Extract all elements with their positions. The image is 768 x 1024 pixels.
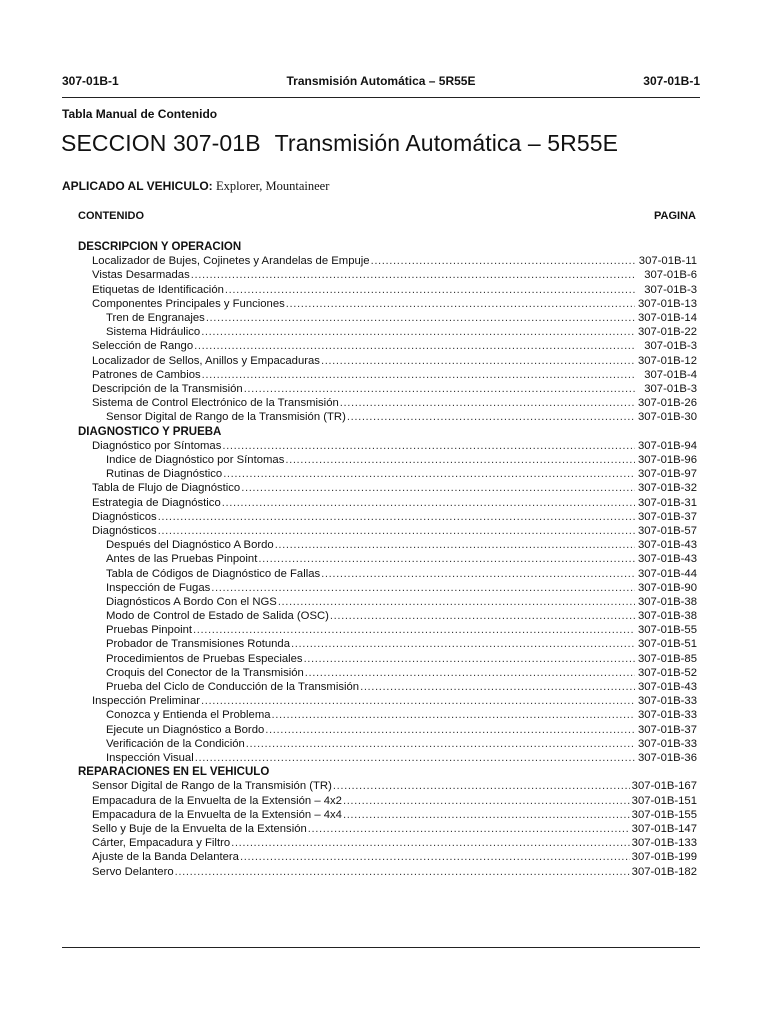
toc-entry[interactable] <box>78 567 697 581</box>
dot-leader <box>340 396 635 410</box>
toc-entry-page: 307-01B-3 <box>644 340 697 353</box>
section-number: SECCION 307-01B <box>61 130 261 156</box>
toc-entry-label: Empacadura de la Envuelta de la Extensión – 4x2 <box>92 794 342 807</box>
toc-entry-label: Conozca y Entienda el Problema <box>106 709 271 722</box>
dot-leader <box>321 567 635 581</box>
dot-leader <box>360 680 635 694</box>
toc-section-title: REPARACIONES EN EL VEHICULO <box>78 766 270 779</box>
toc-entry-page: 307-01B-147 <box>631 823 697 836</box>
dot-leader <box>206 311 635 325</box>
toc-entry-label: Sistema Hidráulico <box>106 326 201 339</box>
toc-entry-page: 307-01B-36 <box>637 751 697 764</box>
toc-entry[interactable] <box>78 623 697 637</box>
toc-entry-page: 307-01B-30 <box>637 411 697 424</box>
dot-leader <box>244 382 635 396</box>
toc-entry-label: Diagnósticos <box>92 524 157 537</box>
toc-entry-page: 307-01B-38 <box>637 610 697 623</box>
content-column-header: CONTENIDO <box>78 210 144 222</box>
toc-entry-page: 307-01B-33 <box>637 709 697 722</box>
dot-leader <box>305 666 635 680</box>
toc-entry-label: Tren de Engranajes <box>106 312 205 325</box>
dot-leader <box>272 708 635 722</box>
dot-leader <box>158 510 635 524</box>
toc-entry-page: 307-01B-133 <box>631 837 697 850</box>
toc-entry[interactable] <box>78 609 697 623</box>
toc-entry-page: 307-01B-3 <box>644 382 697 395</box>
dot-leader <box>343 808 630 822</box>
toc-entry-label: Localizador de Sellos, Anillos y Empacaduras <box>92 354 320 367</box>
dot-leader <box>278 595 635 609</box>
toc-entry-label: Sistema de Control Electrónico de la Transmisión <box>92 397 339 410</box>
applied-label: APLICADO AL VEHICULO: <box>62 179 213 193</box>
toc-entry[interactable] <box>78 552 697 566</box>
toc-entry[interactable] <box>78 779 697 793</box>
toc-entry-page: 307-01B-155 <box>631 808 697 821</box>
dot-leader <box>222 439 635 453</box>
toc-entry[interactable] <box>78 481 697 495</box>
toc-entry-label: Selección de Rango <box>92 340 194 353</box>
toc-entry[interactable] <box>78 439 697 453</box>
toc-entry-page: 307-01B-94 <box>637 439 697 452</box>
toc-entry-page: 307-01B-199 <box>631 851 697 864</box>
toc-entry[interactable] <box>78 354 697 368</box>
toc-entry-label: Pruebas Pinpoint <box>106 624 193 637</box>
toc-entry-label: Diagnósticos <box>92 510 157 523</box>
toc-entry[interactable] <box>78 708 697 722</box>
dot-leader <box>258 552 635 566</box>
dot-leader <box>195 751 635 765</box>
dot-leader <box>202 368 635 382</box>
dot-leader <box>304 652 635 666</box>
toc-entry-label: Estrategia de Diagnóstico <box>92 496 221 509</box>
page-column-header: PAGINA <box>654 210 696 222</box>
toc-entry-label: Patrones de Cambios <box>92 368 201 381</box>
toc-entry[interactable] <box>78 467 697 481</box>
dot-leader <box>222 496 635 510</box>
toc-entry-page: 307-01B-33 <box>637 695 697 708</box>
toc-entry-page: 307-01B-33 <box>637 737 697 750</box>
dot-leader <box>286 297 635 311</box>
toc-entry-page: 307-01B-167 <box>631 780 697 793</box>
toc-entry-page: 307-01B-37 <box>637 723 697 736</box>
table-of-contents <box>78 240 697 879</box>
toc-entry-page: 307-01B-90 <box>637 581 697 594</box>
toc-entry[interactable] <box>78 666 697 680</box>
toc-entry-page: 307-01B-97 <box>637 468 697 481</box>
toc-entry-label: Rutinas de Diagnóstico <box>106 468 223 481</box>
toc-entry-page: 307-01B-4 <box>644 368 697 381</box>
toc-entry-label: Antes de las Pruebas Pinpoint <box>106 553 258 566</box>
toc-entry[interactable] <box>78 396 697 410</box>
toc-entry[interactable] <box>78 794 697 808</box>
toc-entry[interactable] <box>78 410 697 424</box>
dot-leader <box>265 723 635 737</box>
toc-entry-page: 307-01B-151 <box>631 794 697 807</box>
header-page-number-right: 307-01B-1 <box>643 74 700 88</box>
toc-section <box>78 425 697 766</box>
toc-entry-page: 307-01B-43 <box>637 681 697 694</box>
dot-leader <box>371 254 635 268</box>
toc-entry-label: Croquis del Conector de la Transmisión <box>106 666 304 679</box>
toc-entry-label: Localizador de Bujes, Cojinetes y Arandelas de Empuje <box>92 255 370 268</box>
toc-entry[interactable] <box>78 297 697 311</box>
toc-entry-page: 307-01B-43 <box>637 553 697 566</box>
dot-leader <box>211 581 635 595</box>
toc-entry-label: Inspección Preliminar <box>92 695 200 708</box>
toc-entry-label: Verificación de la Condición <box>106 737 245 750</box>
dot-leader <box>275 538 635 552</box>
toc-entry-page: 307-01B-38 <box>637 595 697 608</box>
toc-entry[interactable] <box>78 268 697 282</box>
toc-entry-label: Etiquetas de Identificación <box>92 283 224 296</box>
toc-entry-label: Descripción de la Transmisión <box>92 382 243 395</box>
toc-entry[interactable] <box>78 637 697 651</box>
toc-entry[interactable] <box>78 836 697 850</box>
dot-leader <box>201 694 635 708</box>
header-divider <box>62 97 700 98</box>
toc-section-title: DIAGNOSTICO Y PRUEBA <box>78 425 222 438</box>
toc-entry-page: 307-01B-3 <box>644 283 697 296</box>
dot-leader <box>343 794 630 808</box>
toc-entry-label: Sensor Digital de Rango de la Transmisión (TR) <box>92 780 332 793</box>
toc-entry-page: 307-01B-14 <box>637 312 697 325</box>
page-title <box>61 130 618 157</box>
toc-entry-label: Cárter, Empacadura y Filtro <box>92 837 231 850</box>
toc-entry-page: 307-01B-11 <box>638 255 697 268</box>
toc-entry-page: 307-01B-12 <box>637 354 697 367</box>
toc-entry[interactable] <box>78 595 697 609</box>
toc-entry[interactable] <box>78 510 697 524</box>
toc-entry-page: 307-01B-96 <box>637 454 697 467</box>
toc-entry-label: Empacadura de la Envuelta de la Extensión – 4x4 <box>92 808 342 821</box>
toc-entry[interactable] <box>78 822 697 836</box>
dot-leader <box>194 339 635 353</box>
footer-divider <box>62 947 700 948</box>
toc-entry[interactable] <box>78 865 697 879</box>
toc-entry[interactable] <box>78 850 697 864</box>
toc-entry-label: Tabla de Flujo de Diagnóstico <box>92 482 241 495</box>
toc-entry-label: Diagnósticos A Bordo Con el NGS <box>106 595 277 608</box>
toc-entry[interactable] <box>78 694 697 708</box>
toc-entry[interactable] <box>78 453 697 467</box>
toc-entry[interactable] <box>78 538 697 552</box>
toc-entry-label: Diagnóstico por Síntomas <box>92 439 222 452</box>
dot-leader <box>158 524 635 538</box>
dot-leader <box>223 467 635 481</box>
toc-entry-label: Tabla de Códigos de Diagnóstico de Fallas <box>106 567 321 580</box>
toc-entry-page: 307-01B-51 <box>637 638 697 651</box>
toc-entry[interactable] <box>78 680 697 694</box>
dot-leader <box>347 410 635 424</box>
toc-entry-page: 307-01B-31 <box>637 496 697 509</box>
toc-entry-page: 307-01B-26 <box>637 397 697 410</box>
dot-leader <box>330 609 635 623</box>
toc-entry-label: Componentes Principales y Funciones <box>92 297 285 310</box>
applied-vehicle <box>62 179 329 194</box>
toc-entry-label: Inspección Visual <box>106 751 194 764</box>
toc-entry[interactable] <box>78 737 697 751</box>
toc-entry-page: 307-01B-57 <box>637 524 697 537</box>
toc-entry-page: 307-01B-22 <box>637 326 697 339</box>
toc-entry[interactable] <box>78 652 697 666</box>
toc-entry-label: Modo de Control de Estado de Salida (OSC) <box>106 610 329 623</box>
dot-leader <box>291 637 635 651</box>
dot-leader <box>231 836 630 850</box>
dot-leader <box>191 268 635 282</box>
toc-entry[interactable] <box>78 723 697 737</box>
toc-entry-page: 307-01B-13 <box>637 297 697 310</box>
toc-entry[interactable] <box>78 368 697 382</box>
toc-entry-page: 307-01B-55 <box>637 624 697 637</box>
toc-entry[interactable] <box>78 581 697 595</box>
toc-entry[interactable] <box>78 339 697 353</box>
toc-section-title: DESCRIPCION Y OPERACION <box>78 241 242 253</box>
header-title: Transmisión Automática – 5R55E <box>286 74 476 88</box>
toc-entry[interactable] <box>78 524 697 538</box>
toc-entry-label: Después del Diagnóstico A Bordo <box>106 539 274 552</box>
toc-entry-label: Servo Delantero <box>92 865 174 878</box>
toc-entry-label: Probador de Transmisiones Rotunda <box>106 638 290 651</box>
toc-entry[interactable] <box>78 325 697 339</box>
dot-leader <box>240 850 630 864</box>
dot-leader <box>308 822 630 836</box>
toc-entry[interactable] <box>78 283 697 297</box>
dot-leader <box>193 623 635 637</box>
toc-entry[interactable] <box>78 751 697 765</box>
toc-entry-label: Indice de Diagnóstico por Síntomas <box>106 454 285 467</box>
document-subtitle: Tabla Manual de Contenido <box>62 107 218 121</box>
toc-entry[interactable] <box>78 311 697 325</box>
toc-entry-label: Inspección de Fugas <box>106 581 211 594</box>
toc-entry-page: 307-01B-32 <box>637 482 697 495</box>
dot-leader <box>333 779 630 793</box>
dot-leader <box>201 325 635 339</box>
toc-entry-page: 307-01B-182 <box>631 865 697 878</box>
toc-section <box>78 765 697 879</box>
toc-section <box>78 240 697 425</box>
toc-entry-page: 307-01B-52 <box>637 666 697 679</box>
toc-entry-page: 307-01B-43 <box>637 539 697 552</box>
toc-entry-label: Prueba del Ciclo de Conducción de la Transmisión <box>106 681 360 694</box>
toc-entry[interactable] <box>78 254 697 268</box>
toc-entry-page: 307-01B-6 <box>644 269 697 282</box>
dot-leader <box>225 283 635 297</box>
toc-entry-label: Ajuste de la Banda Delantera <box>92 851 239 864</box>
dot-leader <box>175 865 630 879</box>
applied-value: Explorer, Mountaineer <box>216 179 330 193</box>
toc-entry-label: Ejecute un Diagnóstico a Bordo <box>106 723 265 736</box>
dot-leader <box>285 453 635 467</box>
toc-entry-page: 307-01B-37 <box>637 510 697 523</box>
section-name: Transmisión Automática – 5R55E <box>274 130 619 156</box>
toc-entry-label: Sensor Digital de Rango de la Transmisión (TR) <box>106 411 346 424</box>
toc-entry-label: Sello y Buje de la Envuelta de la Extensión <box>92 823 307 836</box>
toc-entry-page: 307-01B-85 <box>637 652 697 665</box>
dot-leader <box>321 354 635 368</box>
page-header <box>62 74 700 94</box>
toc-entry-page: 307-01B-44 <box>637 567 697 580</box>
toc-entry-label: Vistas Desarmadas <box>92 269 190 282</box>
toc-entry-label: Procedimientos de Pruebas Especiales <box>106 652 303 665</box>
dot-leader <box>241 481 635 495</box>
toc-entry[interactable] <box>78 382 697 396</box>
toc-entry[interactable] <box>78 808 697 822</box>
header-page-number-left: 307-01B-1 <box>62 74 119 88</box>
toc-entry[interactable] <box>78 496 697 510</box>
dot-leader <box>246 737 635 751</box>
